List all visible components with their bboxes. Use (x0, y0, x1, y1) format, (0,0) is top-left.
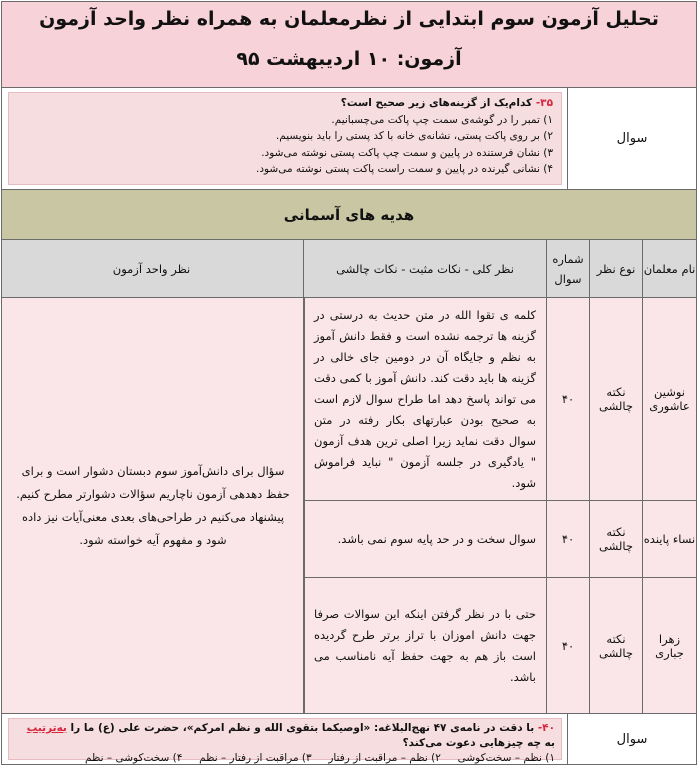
comment-type: نکته چالشی (589, 578, 642, 714)
question-number-cell: ۴۰ (546, 298, 589, 500)
option-1: ۱) تمبر را در گوشه‌ی سمت چپ پاکت می‌چسبانیم. (331, 113, 553, 126)
question-text: کدام‌یک از گزینه‌های زیر صحیح است؟ (340, 97, 536, 109)
teacher-name: نوشین عاشوری (642, 298, 696, 500)
header-type: نوع نظر (589, 240, 642, 297)
header-unit: نظر واحد آزمون (112, 261, 191, 276)
question-number: ۳۵- (535, 97, 553, 109)
teacher-comment-text: حتی با در نظر گرفتن اینکه این سوالات صرفا جهت دانش اموزان با تراز برتر طرح گردیده است باز هم به جهت حفظ آیه نامناسب می باشد. (314, 607, 536, 684)
teacher-comment (303, 298, 546, 500)
question-35-stem (17, 95, 553, 112)
teacher-comment (303, 501, 546, 577)
table-row (303, 298, 696, 501)
page-title-band (2, 2, 696, 88)
highlighted-word: به‌ترتیب (26, 722, 67, 734)
question-label: سوال (567, 88, 696, 189)
teacher-name: زهرا جباری (642, 578, 696, 714)
question-35-box (8, 92, 562, 185)
teacher-comment (303, 578, 546, 714)
table-row (303, 578, 696, 714)
header-name: نام معلمان (642, 240, 696, 297)
question-number: ۴۰- (537, 722, 555, 734)
teacher-comment-text: کلمه ی تقوا الله در متن حدیث به درستی در گزینه ها ترجمه نشده است و فقط دانش آموز به نظم و جایگاه آن در دومین جای خالی در گزینه ها باید دقت کند. دانش آموز با کمی دقت می تواند پاسخ دهد اما طراح سوال لازم است به صحیح بودن عبارتهای بکار رفته در متن سوال دقت نماید زیرا اصلی ترین هدف آزمون " یادگیری در جلسه آزمون " نباید فراموش شود. (314, 307, 536, 490)
question-40-box (8, 718, 562, 764)
table-row (303, 501, 696, 578)
section-title: هدیه های آسمانی (2, 190, 696, 240)
question-text-a: با دقت در نامه‌ی ۴۷ نهج‌البلاغه: «اوصیکما بتقوی الله و نظم امرکم»، حضرت علی (ع) ما را (66, 722, 538, 734)
option-3: ۳) نشان فرستنده در پایین و سمت چپ پاکت پستی نوشته می‌شود. (261, 146, 553, 159)
question-number-cell: ۴۰ (546, 578, 589, 714)
comment-type: نکته چالشی (589, 501, 642, 577)
analysis-sheet (1, 1, 697, 765)
question-label: سوال (567, 714, 696, 764)
exam-date: آزمون: ۱۰ اردیبهشت ۹۵ (236, 48, 462, 70)
question-40-row (2, 714, 696, 764)
question-text-b: به چه چیزهایی دعوت می‌کند؟ (402, 737, 555, 749)
header-number: شماره سوال (546, 240, 589, 297)
unit-comment: سؤال برای دانش‌آموز سوم دبستان دشوار است و برای حفظ دهدهی آزمون ناچاریم سؤالات دشوارتر مطرح کنیم. پیشنهاد می‌کنیم در طراحی‌های بعدی معنی‌آیات نیز داده شود و مفهوم آیه خواسته شود. (2, 298, 305, 713)
teacher-comment-text: سوال سخت و در حد پایه سوم نمی باشد. (337, 531, 536, 546)
option-4: ۴) نشانی گیرنده در پایین و سمت راست پاکت پستی نوشته می‌شود. (255, 163, 553, 175)
table-body (2, 298, 696, 714)
question-35-row (2, 88, 696, 190)
option-2: ۲) بر روی پاکت پستی، نشانه‌ی خانه با کد پستی را باید بنویسیم. (275, 130, 553, 142)
table-header (2, 240, 696, 298)
header-comment: نظر کلی - نکات مثبت - نکات چالشی (303, 240, 546, 297)
question-40-stem (15, 721, 555, 751)
comment-type: نکته چالشی (589, 298, 642, 500)
question-number-cell: ۴۰ (546, 501, 589, 577)
question-40-options: ۱) نظم – سخت‌کوشی ۲) نظم – مراقبت از رفتار ۳) مراقبت از رفتار – نظم ۴) سخت‌کوشی – نظم (85, 752, 555, 764)
page-title: تحلیل آزمون سوم ابتدایی از نظرمعلمان به همراه نظر واحد آزمون (39, 8, 659, 30)
teacher-name: نساء پاینده (642, 501, 696, 577)
